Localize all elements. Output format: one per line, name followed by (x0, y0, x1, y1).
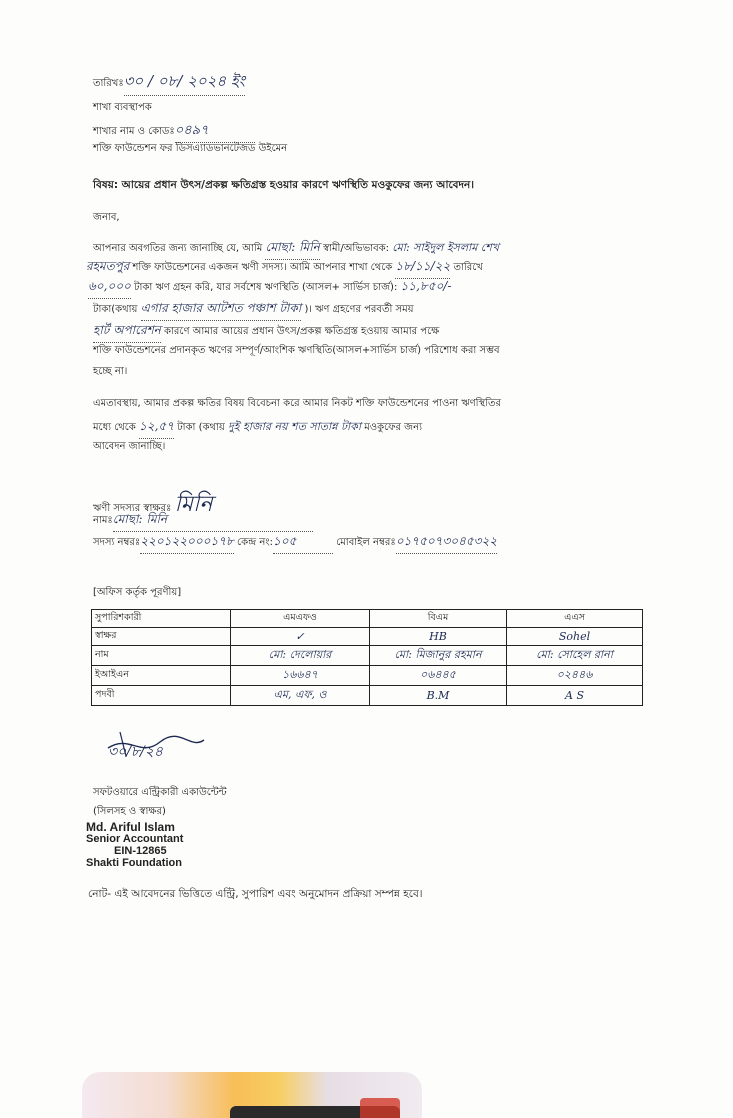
branch-label: শাখার নাম ও কোডঃ (93, 126, 175, 137)
accountant-signature-scribble (100, 728, 210, 762)
loan-amount-handwritten: ৬০,০০০ (88, 278, 131, 299)
para1-line6: শক্তি ফাউন্ডেশনের প্রদানকৃত ঋণের সম্পূর্ণ/আংশিক ঋণস্থিতি(আসল+সার্ভিস চার্জ) পরিশোধ করা সম্ভব (93, 345, 500, 356)
footer-note: নোট- এই আবেদনের ভিত্তিতে এন্ট্রি, সুপারিশ এবং অনুমোদন প্রক্রিয়া সম্পন্ন হবে। (88, 888, 423, 900)
signature-cell: HB (429, 630, 447, 643)
accountant-name: Md. Ariful Islam (86, 820, 175, 834)
para1-line2 (86, 258, 483, 279)
accountant-seal (86, 821, 183, 869)
accountant-ein: EIN-12865 (114, 845, 167, 857)
table-row (92, 686, 643, 706)
date-value: ৩০ / ০৮/ ২০২৪ ইং (124, 70, 245, 96)
waive-amount-handwritten: ১২,৫৭ (139, 418, 174, 439)
recipient-line-3: শক্তি ফাউন্ডেশন ফর ডিসএ্যাডভানটেজড উইমেন (93, 143, 288, 154)
member-name: মোছা: মিনি (113, 511, 313, 532)
guardian-handwritten: মো: সাইদুল ইসলাম শেখ (392, 241, 500, 254)
date-line (93, 70, 245, 96)
seal-note: (সিলসহ ও স্বাক্ষর) (93, 806, 166, 817)
row-label: ইআইএন (92, 666, 231, 686)
ein-cell: ০২৪৪৬ (556, 668, 593, 681)
para1-line1 (93, 239, 499, 260)
header-cell: এএস (507, 610, 643, 628)
header-cell: সুপারিশকারী (92, 610, 231, 628)
reason-handwritten: হার্ট অপারেশন (93, 322, 161, 343)
loan-date-handwritten: ১৮/১১/২২ (395, 258, 450, 279)
member-name-line (93, 511, 313, 532)
para1-line3 (88, 278, 451, 299)
member-number-line (93, 533, 497, 554)
office-section-label: [অফিস কর্তৃক পূরণীয়] (93, 587, 182, 598)
table-row (92, 646, 643, 666)
recipient-line-2 (93, 121, 255, 143)
text: টাকা (কথায় (177, 422, 225, 433)
accountant-org: Shakti Foundation (86, 857, 182, 869)
table-row (92, 628, 643, 646)
header-cell: বিএম (370, 610, 507, 628)
text: মওকুফের জন্য (364, 422, 422, 433)
text: আপনার অবগতির জন্য জানাচ্ছি যে, আমি (93, 243, 263, 254)
row-label: পদবী (92, 686, 231, 706)
member-name-handwritten: মোছা: মিনি (265, 239, 319, 260)
para2-line3: আবেদন জানাচ্ছি। (93, 441, 166, 452)
member-number: ২২০১২২০০০১৭৮ (140, 533, 234, 554)
mobile-label: মোবাইল নম্বরঃ (336, 537, 396, 548)
number-label: সদস্য নম্বরঃ (93, 537, 141, 548)
name-label: নামঃ (93, 515, 113, 526)
outstanding-handwritten: ১১,৮৫০/- (400, 279, 452, 293)
signature-cell: Sohel (558, 630, 591, 643)
village-handwritten: রহমতপুর (86, 259, 130, 273)
para1-line5 (93, 322, 439, 343)
header-cell: এমএফও (231, 610, 370, 628)
kendra-number: ১০৫ (273, 533, 333, 554)
text: মধ্যে থেকে (93, 422, 136, 433)
name-cell: মো: সোহেল রানা (536, 648, 613, 661)
signature-cell: ✓ (295, 630, 305, 643)
accountant-designation: Senior Accountant (86, 833, 184, 845)
text: তারিখে (453, 262, 483, 273)
table-header-row (92, 610, 643, 628)
kendra-label: কেন্দ্র নং: (237, 537, 273, 548)
outstanding-words-handwritten: এগার হাজার আটশত পঞ্চাশ টাকা (141, 300, 302, 321)
ein-cell: ০৬৪৪৫ (420, 668, 456, 681)
text: স্বামী/অভিভাবক: (323, 243, 390, 254)
text: শক্তি ফাউন্ডেশনের একজন ঋণী সদস্য। আমি আপনার শাখা থেকে (132, 262, 393, 273)
recommendation-table (91, 609, 643, 706)
designation-cell: এম, এফ, ও (273, 688, 327, 701)
accountant-title: সফটওয়ারে এন্ট্রিকারী একাউন্টেন্ট (93, 787, 227, 798)
subject-line: বিষয়: আয়ের প্রধান উৎস/প্রকল্প ক্ষতিগ্রস্ত হওয়ার কারণে ঋণস্থিতি মওকুফের জন্য আবেদন। (93, 179, 475, 191)
name-cell: মো: মিজানুর রহমান (394, 648, 482, 661)
para2-line2 (93, 418, 422, 439)
waive-words-handwritten: দুই হাজার নয় শত সাতান্ন টাকা (227, 420, 362, 433)
salutation: জনাব, (93, 212, 120, 223)
text: কারণে আমার আয়ের প্রধান উৎস/প্রকল্প ক্ষতিগ্রস্ত হওয়ায় আমার পক্ষে (164, 326, 440, 337)
member-signature: মিনি (174, 492, 213, 517)
designation-cell: A S (565, 689, 584, 702)
para1-line4 (93, 300, 414, 321)
ein-cell: ১৬৬৪৭ (282, 668, 318, 681)
mobile-number: ০১৭৫০৭৩০৪৫৩২২ (396, 533, 497, 554)
branch-code: ০৪৯৭ (175, 121, 255, 143)
row-label: স্বাক্ষর (92, 628, 231, 646)
text: )। ঋণ গ্রহণের পরবর্তী সময় (304, 304, 414, 315)
accountant-signature-date: ৩০/৮/২৪ (108, 744, 163, 760)
row-label: নাম (92, 646, 231, 666)
table-row (92, 666, 643, 686)
designation-cell: B.M (426, 689, 450, 702)
para2-line1: এমতাবস্থায়, আমার প্রকল্প ক্ষতির বিষয় বিবেচনা করে আমার নিকট শক্তি ফাউন্ডেশনের পাওনা ঋণস্থিতির (93, 398, 502, 409)
name-cell: মো: দেলোয়ার (268, 648, 332, 661)
text: টাকা ঋণ গ্রহন করি, যার সর্বশেষ ঋণস্থিতি (আসল+ সার্ভিস চার্জ): (134, 282, 398, 293)
recipient-line-1: শাখা ব্যবস্থাপক (93, 102, 152, 113)
text: টাকা(কথায় (93, 304, 138, 315)
para1-line7: হচ্ছে না। (93, 366, 128, 377)
pen-cap-shape (360, 1098, 400, 1118)
signature-label: ঋণী সদস্যর স্বাক্ষরঃ (93, 503, 172, 514)
date-label: তারিখঃ (93, 78, 124, 89)
